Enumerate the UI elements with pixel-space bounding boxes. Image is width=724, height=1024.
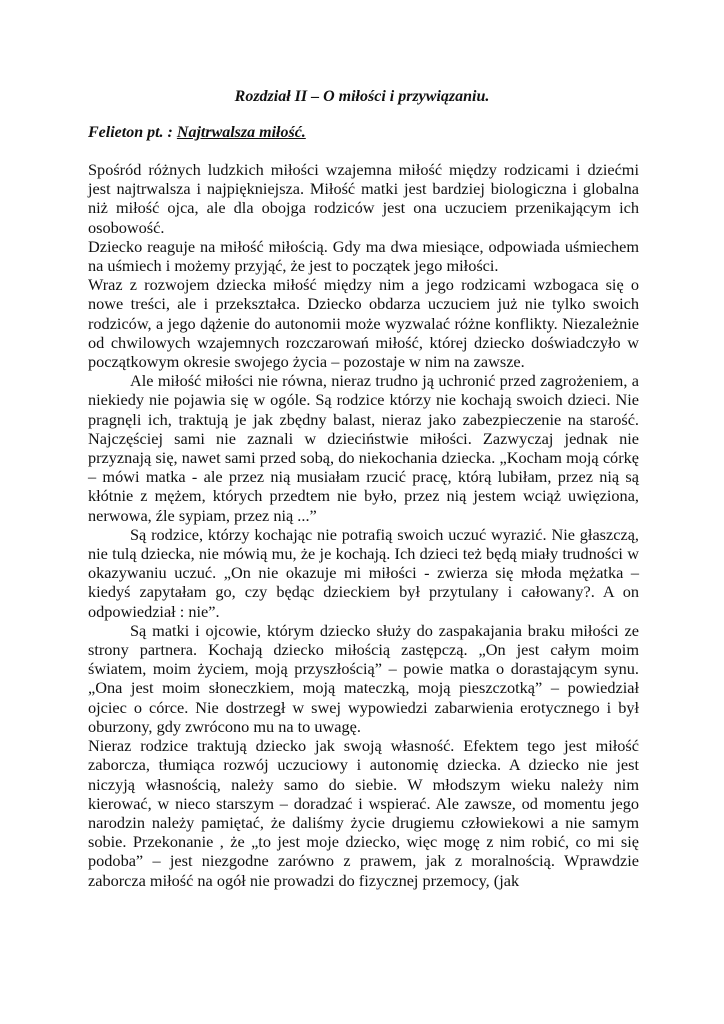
paragraph: Spośród różnych ludzkich miłości wzajemna miłość między rodzicami i dziećmi jest najtrwalsza i najpiękniejsza. Miłość matki jest bardziej biologiczna i globalna niż miłość ojca, ale dla obojga rodziców jest ona uczuciem przenikającym ich osobowość. [88, 160, 639, 237]
chapter-title: Rozdział II – O miłości i przywiązaniu. [234, 88, 490, 105]
paragraph: Nieraz rodzice traktują dziecko jak swoją własność. Efektem tego jest miłość zaborcza, tłumiąca rozwój uczuciowy i autonomię dziecka. A dziecko nie jest niczyją własnością, należy samo do siebie. W młodszym wieku należy nim kierować, w nieco starszym – doradzać i wspierać. Ale zawsze, od momentu jego narodzin należy pamiętać, że daliśmy życie drugiemu człowiekowi a nie samym sobie. Przekonanie , że „to jest moje dziecko, więc mogę z nim robić, co mi się podoba” – jest niezgodne zarówno z prawem, jak z moralnością. Wprawdzie zaborcza miłość na ogół nie prowadzi do fizycznej przemocy, (jak [88, 736, 639, 890]
paragraph: Są matki i ojcowie, którym dziecko służy do zaspakajania braku miłości ze strony partnera. Kochają dziecko miłością zastępczą. „On jest całym moim światem, moim życiem, moją przyszłością” – powie matka o dorastającym synu. „Ona jest moim słoneczkiem, moją mateczką, moją pieszczotką” – powiedział ojciec o córce. Nie dostrzegł w swej wypowiedzi zabarwienia erotycznego i był oburzony, gdy zwrócono mu na to uwagę. [88, 620, 639, 736]
feuilleton-heading [88, 122, 306, 144]
feuilleton-title: Najtrwalsza miłość. [176, 124, 306, 141]
paragraph: Ale miłość miłości nie równa, nieraz trudno ją uchronić przed zagrożeniem, a niekiedy nie pojawia się w ogóle. Są rodzice którzy nie kochają swoich dzieci. Nie pragnęli ich, traktują je jak zbędny balast, nieraz jako zabezpieczenie na starość. Najczęściej sami nie zaznali w dzieciństwie miłości. Zazwyczaj jednak nie przyznają się, nawet sami przed sobą, do niekochania dziecka. „Kocham moją córkę – mówi matka - ale przez nią musiałam rzucić pracę, którą lubiłam, przez nią są kłótnie z mężem, których przedtem nie było, przez nią jestem wciąż uwięziona, nerwowa, źle sypiam, przez nią ...” [88, 371, 639, 525]
feuilleton-prefix: Felieton pt. : [88, 124, 177, 141]
paragraph: Są rodzice, którzy kochając nie potrafią swoich uczuć wyrazić. Nie głaszczą, nie tulą dziecka, nie mówią mu, że je kochają. Ich dzieci też będą miały trudności w okazywaniu uczuć. „On nie okazuje mi miłości - zwierza się młoda mężatka – kiedyś zapytałam go, czy będąc dzieckiem był przytulany i całowany?. A on odpowiedział : nie”. [88, 524, 639, 621]
body-text [88, 160, 639, 890]
paragraph: Dziecko reaguje na miłość miłością. Gdy ma dwa miesiące, odpowiada uśmiechem na uśmiech i możemy przyjąć, że jest to początek jego miłości. [88, 236, 639, 276]
paragraph: Wraz z rozwojem dziecka miłość między nim a jego rodzicami wzbogaca się o nowe treści, ale i przekształca. Dziecko obdarza uczuciem już nie tylko swoich rodziców, a jego dążenie do autonomii może wyzwalać różne konflikty. Niezależnie od chwilowych wzajemnych rozczarowań miłość, której dziecko doświadczyło w początkowym okresie swojego życia – pozostaje w nim na zawsze. [88, 275, 639, 372]
